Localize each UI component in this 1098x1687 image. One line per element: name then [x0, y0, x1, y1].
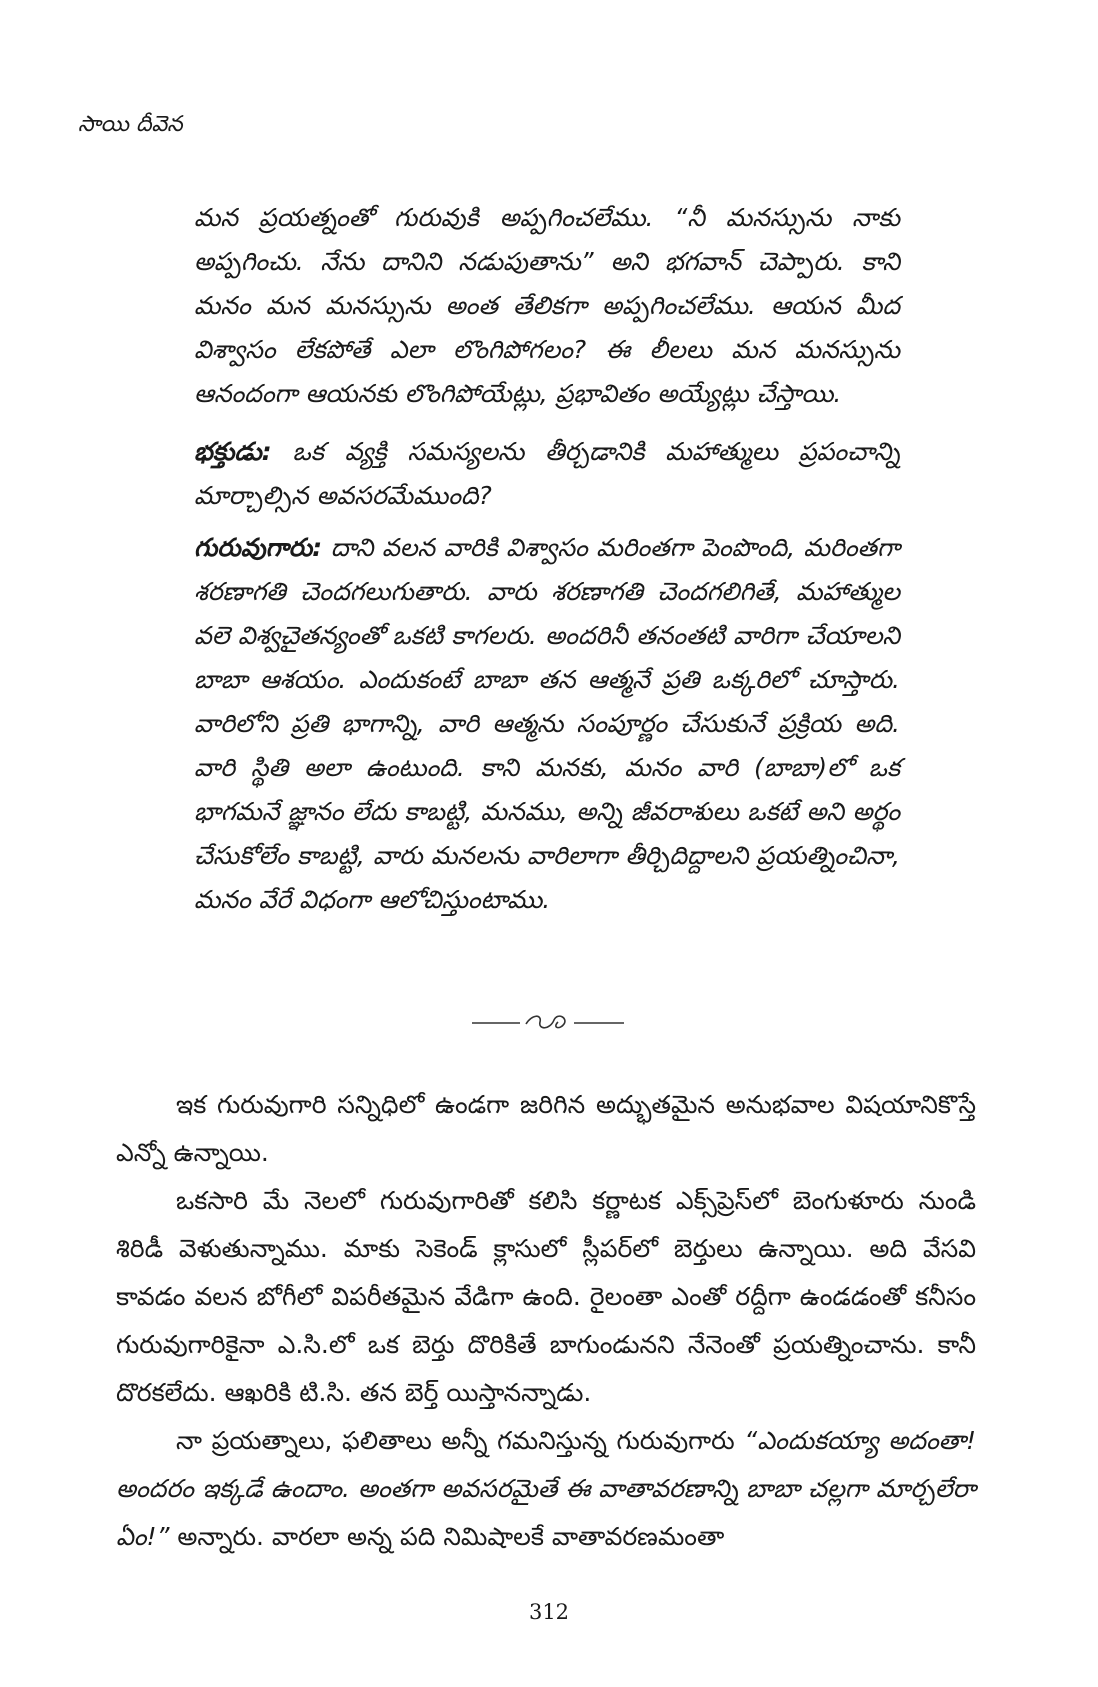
body-paragraph-3	[116, 1417, 976, 1561]
question-paragraph	[194, 430, 900, 518]
running-head: సాయి దీవెన	[78, 112, 183, 137]
question-text: ఒక వ్యక్తి సమస్యలను తీర్చడానికి మహాత్ములు ప్రపంచాన్ని మార్చాల్సిన అవసరమేముంది?	[194, 437, 900, 510]
dialogue-intro: మన ప్రయత్నంతో గురువుకి అప్పగించలేము. “నీ మనస్సును నాకు అప్పగించు. నేను దానిని నడుపుతాను” అని భగవాన్ చెప్పారు. కాని మనం మన మనస్సును అంత తేలికగా అప్పగించలేము. ఆయన మీద విశ్వాసం లేకపోతే ఎలా లొంగిపోగలం? ఈ లీలలు మన మనస్సును ఆనందంగా ఆయనకు లొంగిపోయేట్లు, ప్రభావితం అయ్యేట్లు చేస్తాయి.	[194, 203, 900, 408]
body-paragraph-3-tail: అన్నారు. వారలా అన్న పది నిమిషాలకే వాతావరణమంతా	[177, 1522, 725, 1551]
answer-paragraph	[194, 526, 900, 922]
answer-text: దాని వలన వారికి విశ్వాసం మరింతగా పెంపొంది, మరింతగా శరణాగతి చెందగలుగుతారు. వారు శరణాగతి చెందగలిగితే, మహాత్ముల వలె విశ్వచైతన్యంతో ఒకటి కాగలరు. అందరినీ తనంతటి వారిగా చేయాలని బాబా ఆశయం. ఎందుకంటే బాబా తన ఆత్మనే ప్రతి ఒక్కరిలో చూస్తారు. వారిలోని ప్రతి భాగాన్ని, వారి ఆత్మను సంపూర్ణం చేసుకునే ప్రక్రియ అది. వారి స్థితి అలా ఉంటుంది. కాని మనకు, మనం వారి (బాబా)లో ఒక భాగమనే జ్ఞానం లేదు కాబట్టి, మనము, అన్ని జీవరాశులు ఒకటే అని అర్థం చేసుకోలేం కాబట్టి, వారు మనలను వారిలాగా తీర్చిదిద్దాలని ప్రయత్నించినా, మనం వేరే విధంగా ఆలోచిస్తుంటాము.	[194, 533, 900, 914]
guru-quote: “ఎందుకయ్యా అదంతా! అందరం ఇక్కడే ఉందాం. అంతగా అవసరమైతే ఈ వాతావరణాన్ని బాబా చల్లగా మార్చలేరా ఏం!”	[116, 1426, 976, 1551]
dialogue-block	[194, 196, 900, 922]
question-speaker: భక్తుడు:	[194, 437, 272, 466]
body-paragraph-1: ఇక గురువుగారి సన్నిధిలో ఉండగా జరిగిన అద్భుతమైన అనుభవాల విషయానికొస్తే ఎన్నో ఉన్నాయి.	[116, 1090, 976, 1167]
body-paragraph-2: ఒకసారి మే నెలలో గురువుగారితో కలిసి కర్ణాటక ఎక్స్‌ప్రెస్‌లో బెంగుళూరు నుండి శిరిడీ వెళుతున్నాము. మాకు సెకెండ్ క్లాసులో స్లీపర్‌లో బెర్తులు ఉన్నాయి. అది వేసవి కావడం వలన బోగీలో విపరీతమైన వేడిగా ఉంది. రైలంతా ఎంతో రద్దీగా ఉండడంతో కనీసం గురువుగారికైనా ఎ.సి.లో ఒక బెర్తు దొరికితే బాగుండునని నేనెంతో ప్రయత్నించాను. కానీ దొరకలేదు. ఆఖరికి టి.సి. తన బెర్త్ యిస్తానన్నాడు.	[116, 1186, 976, 1407]
body-text	[116, 1081, 976, 1561]
body-paragraph-3-lead: నా ప్రయత్నాలు, ఫలితాలు అన్నీ గమనిస్తున్న గురువుగారు	[176, 1426, 735, 1455]
page-number: 312	[528, 1600, 570, 1624]
answer-speaker: గురువుగారు:	[194, 533, 323, 562]
section-divider-ornament	[468, 1010, 628, 1034]
